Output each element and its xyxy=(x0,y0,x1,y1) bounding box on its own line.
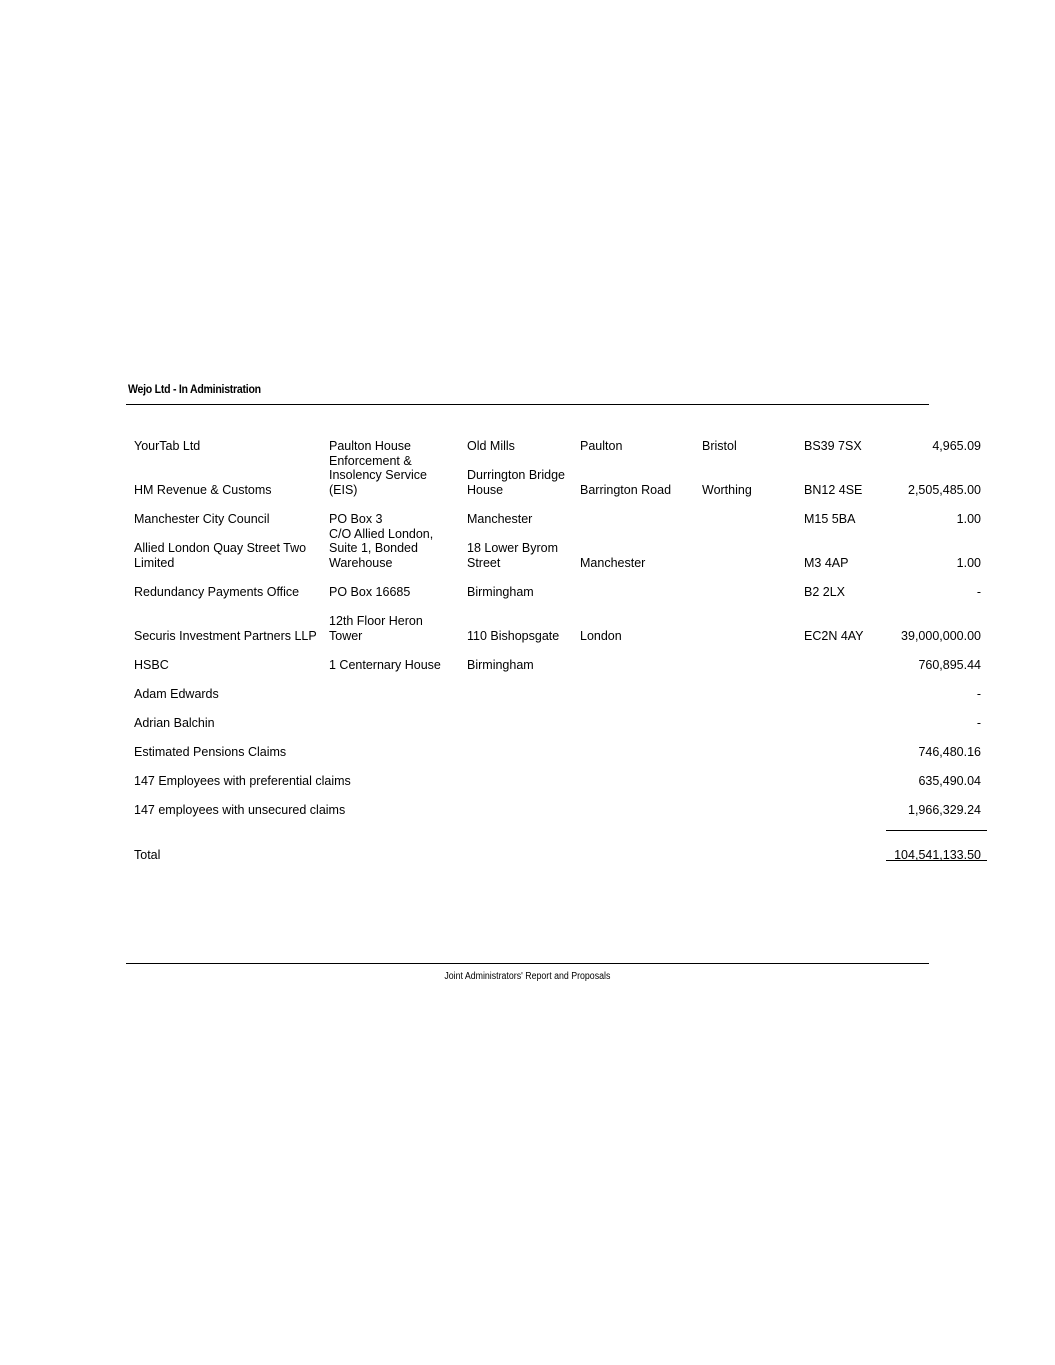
creditor-amount: 1.00 xyxy=(956,511,981,526)
table-row xyxy=(134,701,987,730)
table-row xyxy=(134,730,987,759)
creditor-address-line1: 1 Centernary House xyxy=(329,657,441,672)
total-label: Total xyxy=(134,847,161,862)
table-row xyxy=(134,570,987,599)
total-row xyxy=(134,817,987,862)
creditor-address-line3: Paulton xyxy=(580,438,623,453)
creditor-name: 147 employees with unsecured claims xyxy=(134,802,346,817)
table-row xyxy=(134,437,987,453)
creditor-name: HM Revenue & Customs xyxy=(134,482,272,497)
creditor-amount: 39,000,000.00 xyxy=(901,628,981,643)
creditor-name: Manchester City Council xyxy=(134,511,270,526)
creditor-address-line2: Birmingham xyxy=(467,584,534,599)
creditor-name: Adrian Balchin xyxy=(134,715,215,730)
footer-text-container xyxy=(126,971,929,982)
creditor-amount: - xyxy=(976,686,981,701)
creditor-amount: 760,895.44 xyxy=(918,657,981,672)
creditor-name: 147 Employees with preferential claims xyxy=(134,773,351,788)
creditor-postcode: B2 2LX xyxy=(804,584,846,599)
creditor-address-line2: 18 Lower Byrom Street xyxy=(467,541,559,570)
creditor-name: HSBC xyxy=(134,657,169,672)
creditor-name: Allied London Quay Street Two Limited xyxy=(134,541,307,570)
creditor-postcode: BS39 7SX xyxy=(804,438,862,453)
creditor-address-line2: Manchester xyxy=(467,511,533,526)
creditor-name: Adam Edwards xyxy=(134,686,219,701)
page-footer xyxy=(126,963,929,982)
table-row xyxy=(134,497,987,526)
creditor-amount: - xyxy=(976,715,981,730)
creditor-address-line2: Old Mills xyxy=(467,438,515,453)
creditor-address-line1: C/O Allied London, Suite 1, Bonded Warehouse xyxy=(329,526,434,570)
creditor-amount: 635,490.04 xyxy=(918,773,981,788)
creditor-address-line1: Enforcement & Insolency Service (EIS) xyxy=(329,453,427,497)
total-rule-top xyxy=(886,830,987,831)
table-row xyxy=(134,643,987,672)
creditor-address-line4: Worthing xyxy=(702,482,752,497)
creditor-amount: 1,966,329.24 xyxy=(908,802,981,817)
document-title: Wejo Ltd - In Administration xyxy=(128,382,261,396)
creditor-postcode: M15 5BA xyxy=(804,511,856,526)
creditor-address-line4: Bristol xyxy=(702,438,737,453)
page-header xyxy=(126,380,929,405)
creditor-amount: 2,505,485.00 xyxy=(908,482,981,497)
creditor-address-line1: PO Box 3 xyxy=(329,511,383,526)
creditor-address-line2: Birmingham xyxy=(467,657,534,672)
creditor-name: Estimated Pensions Claims xyxy=(134,744,287,759)
footer-text: Joint Administrators' Report and Proposals xyxy=(444,971,611,982)
creditor-address-line2: 110 Bishopsgate xyxy=(467,628,560,643)
creditor-amount: 4,965.09 xyxy=(932,438,981,453)
creditor-amount: 746,480.16 xyxy=(918,744,981,759)
creditor-amount: 1.00 xyxy=(956,555,981,570)
creditor-name: YourTab Ltd xyxy=(134,438,201,453)
creditor-address-line1: PO Box 16685 xyxy=(329,584,411,599)
creditor-postcode: EC2N 4AY xyxy=(804,628,864,643)
creditor-name: Redundancy Payments Office xyxy=(134,584,300,599)
creditor-address-line1: 12th Floor Heron Tower xyxy=(329,614,423,643)
creditor-address-line3: London xyxy=(580,628,622,643)
creditor-address-line2: Durrington Bridge House xyxy=(467,468,565,497)
creditor-name: Securis Investment Partners LLP xyxy=(134,628,317,643)
creditor-address-line1: Paulton House xyxy=(329,438,412,453)
table-row xyxy=(134,526,987,570)
creditor-postcode: BN12 4SE xyxy=(804,482,863,497)
total-rule-bottom xyxy=(886,860,987,861)
creditor-address-line3: Manchester xyxy=(580,555,646,570)
creditor-amount: - xyxy=(976,584,981,599)
creditor-postcode: M3 4AP xyxy=(804,555,849,570)
creditor-address-line3: Barrington Road xyxy=(580,482,672,497)
table-row xyxy=(134,759,987,788)
table-row xyxy=(134,672,987,701)
table-row xyxy=(134,599,987,643)
total-amount: 104,541,133.50 xyxy=(894,847,981,862)
table-row xyxy=(134,788,987,817)
table-row xyxy=(134,453,987,497)
